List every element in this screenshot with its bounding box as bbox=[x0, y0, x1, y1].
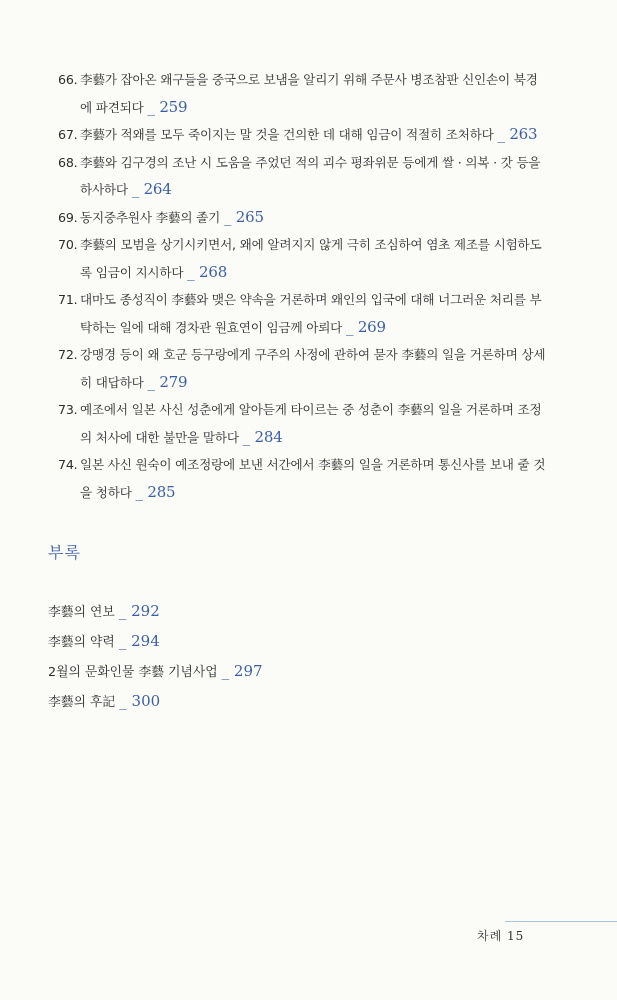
entry-separator: _ bbox=[345, 317, 354, 336]
toc-entry bbox=[58, 149, 548, 204]
entry-separator: _ bbox=[221, 662, 230, 680]
appendix-item-page bbox=[119, 632, 160, 650]
entry-title: 李藝가 잡아온 왜구들을 중국으로 보냄을 알리기 위해 주문사 병조참판 신인손이 북경에 파견되다 bbox=[80, 72, 538, 115]
entry-page bbox=[497, 125, 537, 143]
appendix-page-number: 300 bbox=[131, 692, 161, 710]
entry-separator: _ bbox=[147, 372, 155, 391]
entry-page-number: 263 bbox=[509, 125, 538, 143]
entry-page bbox=[243, 428, 283, 446]
entry-title: 李藝가 적왜를 모두 죽이지는 말 것을 건의한 데 대해 임금이 적절히 조처하다 bbox=[80, 127, 494, 142]
appendix-item-title: 李藝의 후記 bbox=[48, 695, 116, 710]
entry-number: 72. bbox=[58, 347, 78, 362]
entry-title: 李藝와 김구경의 조난 시 도움을 주었던 적의 괴수 평좌위문 등에게 쌀 · 의복 · 갓 등을 하사하다 bbox=[80, 154, 541, 197]
entry-separator: _ bbox=[223, 207, 232, 226]
entry-title: 대마도 종성직이 李藝와 맺은 약속을 거론하며 왜인의 입국에 대해 너그러운 처리를 부탁하는 일에 대해 경차관 원효연이 임금께 아뢰다 bbox=[80, 292, 542, 335]
entry-number: 68. bbox=[58, 154, 78, 170]
toc-entry bbox=[58, 396, 548, 451]
entry-separator: _ bbox=[147, 97, 155, 116]
toc-entry bbox=[58, 286, 548, 341]
footer-label: 차례 bbox=[477, 929, 503, 943]
appendix-item bbox=[48, 627, 263, 657]
entry-separator: _ bbox=[131, 180, 139, 198]
entry-page bbox=[135, 483, 175, 501]
entry-separator: _ bbox=[187, 262, 195, 281]
entry-page-number: 269 bbox=[357, 317, 386, 336]
appendix-item-title: 李藝의 연보 bbox=[48, 605, 115, 620]
entry-number: 67. bbox=[58, 127, 78, 142]
appendix-page-number: 297 bbox=[233, 662, 263, 680]
entry-number: 69. bbox=[58, 209, 78, 225]
appendix-item bbox=[48, 657, 263, 687]
appendix-item-page bbox=[222, 662, 263, 680]
entry-separator: _ bbox=[242, 427, 250, 446]
appendix-item-page bbox=[119, 602, 160, 620]
entry-page-number: 264 bbox=[143, 180, 172, 198]
appendix-heading: 부록 bbox=[48, 543, 81, 562]
appendix-item-page bbox=[119, 692, 160, 710]
entry-page bbox=[187, 263, 227, 281]
entry-number: 74. bbox=[58, 457, 78, 472]
page-footer bbox=[477, 927, 524, 944]
toc-entry bbox=[58, 66, 548, 121]
entry-number: 71. bbox=[58, 292, 78, 307]
entry-separator: _ bbox=[497, 125, 505, 143]
entry-page bbox=[147, 373, 187, 391]
toc-entry-list bbox=[58, 66, 548, 506]
entry-page-number: 265 bbox=[235, 207, 264, 226]
appendix-item-title: 李藝의 약력 bbox=[48, 635, 115, 650]
entry-number: 73. bbox=[58, 402, 78, 417]
appendix-item bbox=[48, 687, 263, 717]
entry-separator: _ bbox=[118, 602, 127, 620]
appendix-list bbox=[48, 597, 263, 717]
entry-number: 66. bbox=[58, 72, 78, 87]
toc-entry bbox=[58, 451, 548, 506]
toc-entry bbox=[58, 204, 548, 232]
footer-page-number: 15 bbox=[507, 929, 525, 943]
entry-page bbox=[224, 208, 264, 226]
entry-separator: _ bbox=[118, 632, 127, 650]
entry-page-number: 284 bbox=[254, 427, 283, 446]
appendix-page-number: 294 bbox=[131, 632, 160, 650]
entry-separator: _ bbox=[119, 692, 127, 710]
entry-separator: _ bbox=[135, 482, 143, 501]
toc-entry bbox=[58, 341, 548, 396]
entry-page bbox=[346, 318, 386, 336]
entry-page-number: 259 bbox=[159, 97, 188, 116]
appendix-item bbox=[48, 597, 263, 627]
entry-page-number: 279 bbox=[159, 372, 188, 391]
appendix-page-number: 292 bbox=[131, 602, 160, 620]
entry-title: 동지중추원사 李藝의 졸기 bbox=[80, 209, 221, 225]
appendix-item-title: 2월의 문화인물 李藝 기념사업 bbox=[48, 665, 218, 680]
entry-page-number: 285 bbox=[147, 482, 176, 501]
entry-number: 70. bbox=[58, 237, 78, 252]
entry-page-number: 268 bbox=[199, 262, 228, 281]
entry-page bbox=[132, 180, 172, 198]
toc-entry bbox=[58, 231, 548, 286]
entry-title: 일본 사신 원숙이 예조정랑에 보낸 서간에서 李藝의 일을 거론하며 통신사를 보내 줄 것을 청하다 bbox=[80, 457, 546, 500]
entry-title: 李藝의 모범을 상기시키면서, 왜에 알려지지 않게 극히 조심하여 염초 제조를 시험하도록 임금이 지시하다 bbox=[80, 237, 542, 280]
entry-title: 강맹경 등이 왜 호군 등구랑에게 구주의 사정에 관하여 묻자 李藝의 일을 거론하며 상세히 대답하다 bbox=[80, 347, 546, 390]
entry-page bbox=[147, 98, 187, 116]
entry-title: 예조에서 일본 사신 성춘에게 알아듣게 타이르는 중 성춘이 李藝의 일을 거론하며 조정의 처사에 대한 불만을 말하다 bbox=[80, 402, 542, 445]
footer-rule bbox=[505, 921, 617, 922]
toc-entry bbox=[58, 121, 548, 149]
